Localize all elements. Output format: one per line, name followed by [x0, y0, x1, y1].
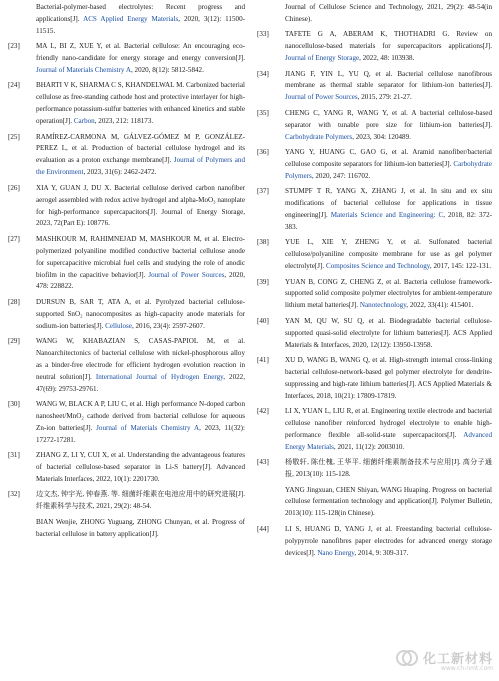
reference-text: [36, 336, 245, 396]
reference-entry: [8, 489, 245, 513]
reference-citation: Journal of Cellulose Science and Technology, 2021, 29(2): 48-54(in Chinese).: [285, 3, 492, 23]
reference-number: [32]: [8, 490, 20, 499]
reference-citation: YUE L, XIE Y, ZHENG Y, et al. Sulfonated bacterial cellulose/polyaniline composite membrane for use as gel polymer electrolyte[J].: [285, 238, 492, 271]
reference-number: [36]: [257, 147, 269, 156]
reference-entry: [257, 406, 492, 454]
reference-text: [285, 485, 492, 521]
reference-volume: , 2020, 8(12): 5812-5842.: [130, 66, 204, 75]
reference-entry: [8, 336, 245, 396]
reference-text: [285, 186, 492, 234]
reference-entry: [257, 69, 492, 105]
reference-citation: MASHKOUR M, RAHIMNEJAD M, MASHKOUR M, et al. Electro-polymerized polyaniline modified conductive bacterial cellulose anode for supercapacitive microbial fuel cells and studying the role of anodic biofilm in the capacitive behavior[J].: [36, 234, 245, 279]
reference-entry: [8, 399, 245, 447]
reference-volume: , 2020, 478: 228822.: [36, 270, 245, 291]
reference-column-right: [257, 2, 492, 563]
reference-text: [285, 237, 492, 273]
reference-entry: [257, 237, 492, 273]
reference-volume: , 2021, 11(12): 2003010.: [333, 442, 405, 451]
reference-number: [31]: [8, 451, 20, 460]
journal-link[interactable]: International Journal of Hydrogen Energy: [95, 372, 224, 381]
journal-link[interactable]: Journal of Power Sources: [148, 270, 225, 279]
reference-number: [38]: [257, 238, 269, 247]
reference-text: [36, 297, 245, 333]
reference-number: [23]: [8, 42, 20, 51]
reference-citation: STUMPF T R, YANG X, ZHANG J, et al. In situ and ex situ modifications of bacterial cellulose for applications in tissue engineering[J].: [285, 187, 492, 219]
reference-volume: , 2014, 9: 309-317.: [354, 548, 409, 557]
reference-text: [36, 80, 245, 128]
reference-text: [36, 41, 245, 77]
reference-number: [27]: [8, 234, 20, 243]
reference-text: [36, 2, 245, 38]
reference-text: [285, 355, 492, 403]
reference-citation: 边文杰, 钟宇光, 钟春燕. 等. 细菌纤维素在电池应用中的研究进展[J]. 纤维素科学与技术, 2021, 29(2): 48-54.: [36, 490, 245, 511]
reference-citation: BIAN Wenjie, ZHONG Yuguang, ZHONG Chunyan, et al. Progress of bacterial cellulose in battery application[J].: [36, 517, 245, 538]
reference-citation: TAFETE G A, ABERAM K, THOTHADRI G. Review on nanocellulose-based materials for supercapacitors applications[J].: [285, 30, 492, 51]
reference-number: [24]: [8, 81, 20, 90]
reference-entry: [8, 297, 245, 333]
reference-entry: [257, 355, 492, 403]
reference-text: [285, 406, 492, 454]
reference-volume: , 2020, 247: 116702.: [311, 171, 371, 180]
reference-number: [43]: [257, 458, 269, 467]
reference-citation: DURSUN B, SAR T, ATA A, et al. Pyrolyzed bacterial cellulose-supported SnO₂ nanocomposites as high-capacity anode materials for sodium-ion batteries[J].: [36, 297, 245, 330]
reference-entry: [8, 132, 245, 180]
reference-number: [39]: [257, 277, 269, 286]
reference-entry: [8, 234, 245, 294]
reference-text: [285, 277, 492, 313]
reference-entry: [257, 29, 492, 65]
reference-citation: LI X, YUAN L, LIU R, et al. Engineering textile electrode and bacterial cellulose nanofiber reinforced hydrogel electrolyte to enable high-performance flexible all-solid-state supercapacitors[J].: [285, 407, 492, 439]
reference-volume: , 2023, 212: 118173.: [94, 117, 154, 126]
journal-link[interactable]: Carbon: [73, 117, 95, 126]
reference-number: [40]: [257, 316, 269, 325]
reference-entry: [8, 41, 245, 77]
journal-link[interactable]: Carbohydrate Polymers: [285, 132, 353, 141]
reference-citation: LI S, HUANG D, YANG J, et al. Freestanding bacterial cellulose-polypyrrole nanofibres paper electrodes for advanced energy storage devices[J].: [285, 524, 492, 557]
reference-text: [36, 234, 245, 294]
reference-number: [35]: [257, 108, 269, 117]
reference-text: [285, 457, 492, 481]
reference-entry: [257, 277, 492, 313]
reference-text: [285, 147, 492, 183]
journal-link[interactable]: Journal of Materials Chemistry A: [36, 66, 131, 75]
reference-text: [36, 517, 245, 541]
journal-link[interactable]: Cellulose: [105, 321, 132, 330]
reference-entry: [8, 80, 245, 128]
reference-text: [36, 183, 245, 231]
reference-citation: RAMÍREZ-CARMONA M, GÁLVEZ-GÓMEZ M P, GONZÁLEZ-PEREZ L, et al. Production of bacterial cellulose hydrogel and its evaluation as a proton exchange membrane[J].: [36, 132, 245, 165]
reference-volume: , 2023, 304: 120489.: [352, 132, 411, 141]
journal-link[interactable]: Nano Energy: [317, 548, 355, 557]
reference-continuation: [8, 517, 245, 541]
reference-citation: XU D, WANG B, WANG Q, et al. High-strength internal cross-linking bacterial cellulose-network-based gel polymer electrolyte for dendrite-suppressing and high-rate lithium batteries[J]. ACS Applied Materials & Interfaces, 2018, 10(21): 17809-17819.: [285, 355, 492, 400]
reference-number: [30]: [8, 400, 20, 409]
reference-volume: , 2016, 23(4): 2597-2607.: [131, 321, 205, 330]
reference-continuation: [257, 2, 492, 26]
reference-number: [37]: [257, 187, 269, 196]
reference-text: [285, 524, 492, 560]
reference-entry: [257, 457, 492, 481]
reference-citation: JIANG F, YIN L, YU Q, et al. Bacterial cellulose nanofibrous membrane as thermal stable separator for lithium-ion batteries[J].: [285, 69, 492, 90]
reference-citation: Bacterial-polymer-based electrolytes: Recent progress and applications[J].: [36, 3, 245, 23]
reference-citation: YANG Jingxuan, CHEN Shiyan, WANG Huaping. Progress on bacterial cellulose fermentation technology and application[J]. Polymer Bulletin, 2013(10): 115-128(in Chinese).: [285, 485, 492, 518]
reference-entry: [257, 186, 492, 234]
journal-link[interactable]: Journal of Power Sources: [285, 93, 358, 102]
reference-citation: XIA Y, GUAN J, DU X. Bacterial cellulose derived carbon nanofiber aerogel assembled with redox active hydrogel and alpha-MoO₃ nanoplate for high-performance supercapacitors[J]. Journal of Energy Storage, 2023, 72(Part E): 108776.: [36, 183, 245, 228]
reference-citation: 杨敬轩, 陈仕槐, 王华平. 细菌纤维素制备技术与应用[J]. 高分子通报, 2013(10): 115-128.: [285, 458, 492, 479]
reference-citation: YAN M, QU W, SU Q, et al. Biodegradable bacterial cellulose-supported quasi-solid electrolyte for lithium batteries[J]. ACS Applied Materials & Interfaces, 2020, 12(12): 13950-13958.: [285, 316, 492, 349]
reference-text: [285, 2, 492, 26]
reference-volume: , 2023, 31(6): 2462-2472.: [83, 168, 157, 177]
watermark: [395, 648, 493, 672]
reference-number: [26]: [8, 183, 20, 192]
reference-citation: BHARTI V K, SHARMA C S, KHANDELWAL M. Carbonized bacterial cellulose as free-standing cathode host and protective interlayer for high-performance potassium-sulfur batteries with enhanced kinetics and stable operation[J].: [36, 81, 245, 126]
reference-text: [36, 450, 245, 486]
reference-entry: [257, 524, 492, 560]
reference-volume: , 2017, 145: 122-131.: [429, 262, 491, 271]
reference-entry: [257, 108, 492, 144]
reference-number: [42]: [257, 407, 269, 416]
journal-link[interactable]: Materials Science and Engineering: C: [330, 211, 444, 219]
reference-number: [41]: [257, 355, 269, 364]
journal-link[interactable]: ACS Applied Energy Materials: [83, 14, 179, 23]
reference-citation: WANG W, KHABAZIAN S, CASAS-PAPIOL M, et al. Nanoarchitectonics of bacterial cellulose with nickel-phosphorous alloy as a binder-free electrode for efficient hydrogen evolution reaction in neutral solution[J].: [36, 337, 245, 381]
reference-text: [36, 399, 245, 447]
reference-volume: , 2018, 82: 372-383.: [285, 211, 492, 231]
reference-volume: , 2020, 3(12): 11500-11515.: [36, 14, 245, 35]
reference-citation: CHENG C, YANG R, WANG Y, et al. A bacterial cellulose-based separator with tunable pore size for lithium-ion batteries[J].: [285, 108, 492, 129]
reference-number: [29]: [8, 337, 20, 346]
reference-citation: YANG Y, HUANG C, GAO G, et al. Aramid nanofiber/bacterial cellulose composite separators for lithium-ion batteries[J].: [285, 147, 492, 168]
reference-volume: , 2022, 48: 103938.: [359, 54, 415, 63]
reference-number: [33]: [257, 30, 269, 39]
watermark-url: www.ch-nmt.com: [440, 665, 493, 672]
reference-continuation: [257, 485, 492, 521]
journal-link[interactable]: Journal of Polymers and the Environment: [36, 156, 245, 177]
reference-text: [285, 29, 492, 65]
reference-volume: , 2022, 47(69): 29753-29761.: [36, 372, 245, 393]
journal-link[interactable]: Carbohydrate Polymers: [285, 159, 492, 180]
journal-link[interactable]: Journal of Materials Chemistry A: [96, 423, 200, 432]
journal-link[interactable]: Advanced Energy Materials: [285, 430, 492, 451]
reference-text: [285, 108, 492, 144]
reference-text: [285, 316, 492, 352]
watermark-logo-icon: [395, 649, 419, 667]
reference-citation: WANG W, BLACK A P, LIU C, et al. High performance N-doped carbon nanosheet/MnO₂ cathode derived from bacterial cellulose for aqueous Zn-ion batteries[J].: [36, 400, 245, 432]
reference-column-left: [8, 2, 245, 544]
reference-citation: YUAN B, CONG Z, CHENG Z, et al. Bacteria cellulose framework-supported solid composite polymer electrolytes for ambient-temperature lithium metal batteries[J].: [285, 277, 492, 310]
watermark-text: 化工新材料: [422, 652, 493, 667]
reference-text: [36, 489, 245, 513]
reference-entry: [8, 450, 245, 486]
reference-number: [34]: [257, 69, 269, 78]
journal-link[interactable]: Composites Science and Technology: [325, 262, 430, 271]
reference-citation: ZHANG Z, LI Y, CUI X, et al. Understanding the advantageous features of bacterial cellulose-based separator in Li-S battery[J]. Advanced Materials Interfaces, 2022, 10(1): 2201730.: [36, 451, 245, 484]
reference-entry: [8, 183, 245, 231]
reference-citation: MA L, BI Z, XUE Y, et al. Bacterial cellulose: An encouraging eco-friendly nano-candidate for energy storage and energy conversion[J].: [36, 42, 245, 63]
reference-text: [285, 69, 492, 105]
reference-number: [25]: [8, 132, 20, 141]
reference-text: [36, 132, 245, 180]
reference-volume: , 2023, 11(32): 17272-17281.: [36, 423, 246, 444]
reference-volume: , 2015, 279: 21-27.: [357, 93, 412, 102]
reference-entry: [257, 316, 492, 352]
reference-entry: [257, 147, 492, 183]
reference-volume: , 2022, 33(41): 415401.: [406, 301, 474, 310]
reference-continuation: [8, 2, 245, 38]
reference-number: [28]: [8, 297, 20, 306]
journal-link[interactable]: Nanotechnology: [359, 301, 407, 310]
reference-number: [44]: [257, 524, 269, 533]
journal-link[interactable]: Journal of Energy Storage: [285, 54, 360, 63]
